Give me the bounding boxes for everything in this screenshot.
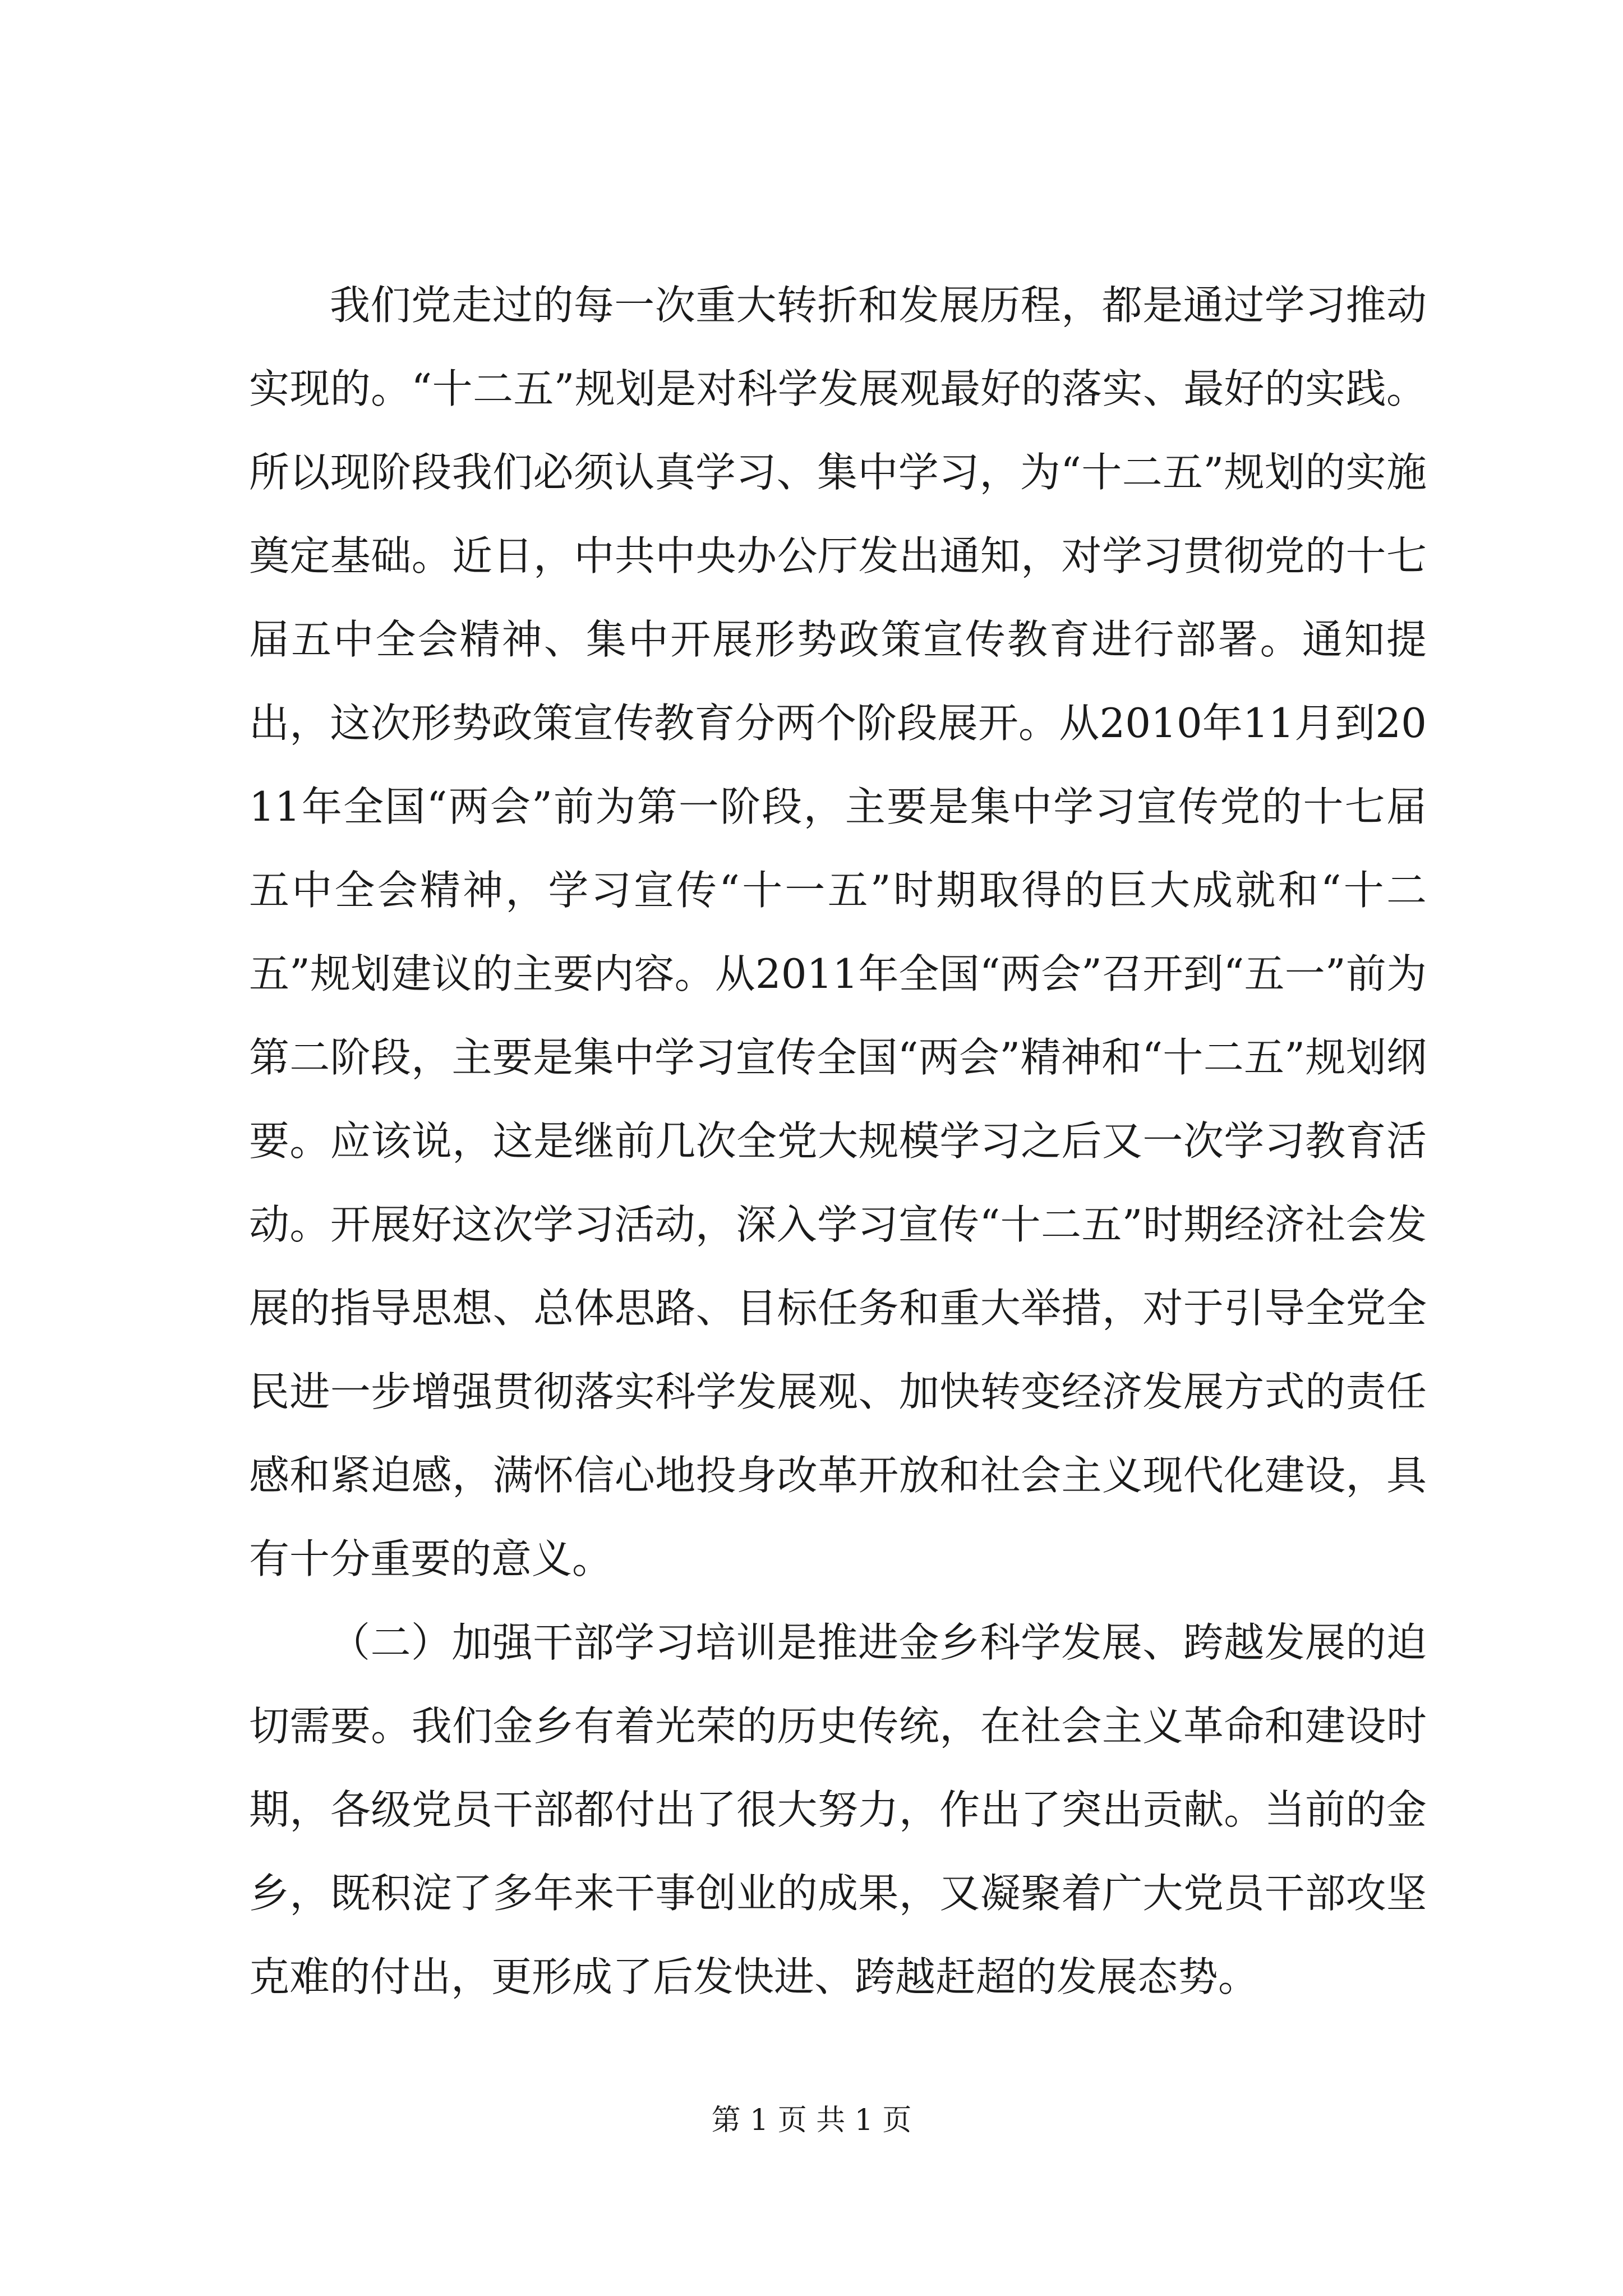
document-body [249,264,1427,2019]
page-number-footer: 第 1 页 共 1 页 [711,2104,912,2137]
paragraph-1: 我们党走过的每一次重大转折和发展历程，都是通过学习推动实现的。“十二五”规划是对科学发展观最好的落实、最好的实践。所以现阶段我们必须认真学习、集中学习，为“十二五”规划的实施奠定基础。近日，中共中央办公厅发出通知，对学习贯彻党的十七届五中全会精神、集中开展形势政策宣传教育进行部署。通知提出，这次形势政策宣传教育分两个阶段展开。从2010年11月到2011年全国“两会”前为第一阶段，主要是集中学习宣传党的十七届五中全会精神，学习宣传“十一五”时期取得的巨大成就和“十二五”规划建议的主要内容。从2011年全国“两会”召开到“五一”前为第二阶段，主要是集中学习宣传全国“两会”精神和“十二五”规划纲要。应该说，这是继前几次全党大规模学习之后又一次学习教育活动。开展好这次学习活动，深入学习宣传“十二五”时期经济社会发展的指导思想、总体思路、目标任务和重大举措，对于引导全党全民进一步增强贯彻落实科学发展观、加快转变经济发展方式的责任感和紧迫感，满怀信心地投身改革开放和社会主义现代化建设，具有十分重要的意义。 [249,282,1427,1582]
paragraph-2: （二）加强干部学习培训是推进金乡科学发展、跨越发展的迫切需要。我们金乡有着光荣的历史传统，在社会主义革命和建设时期，各级党员干部都付出了很大努力，作出了突出贡献。当前的金乡，既积淀了多年来干事创业的成果，又凝聚着广大党员干部攻坚克难的付出，更形成了后发快进、跨越赶超的发展态势。 [249,1619,1427,2000]
